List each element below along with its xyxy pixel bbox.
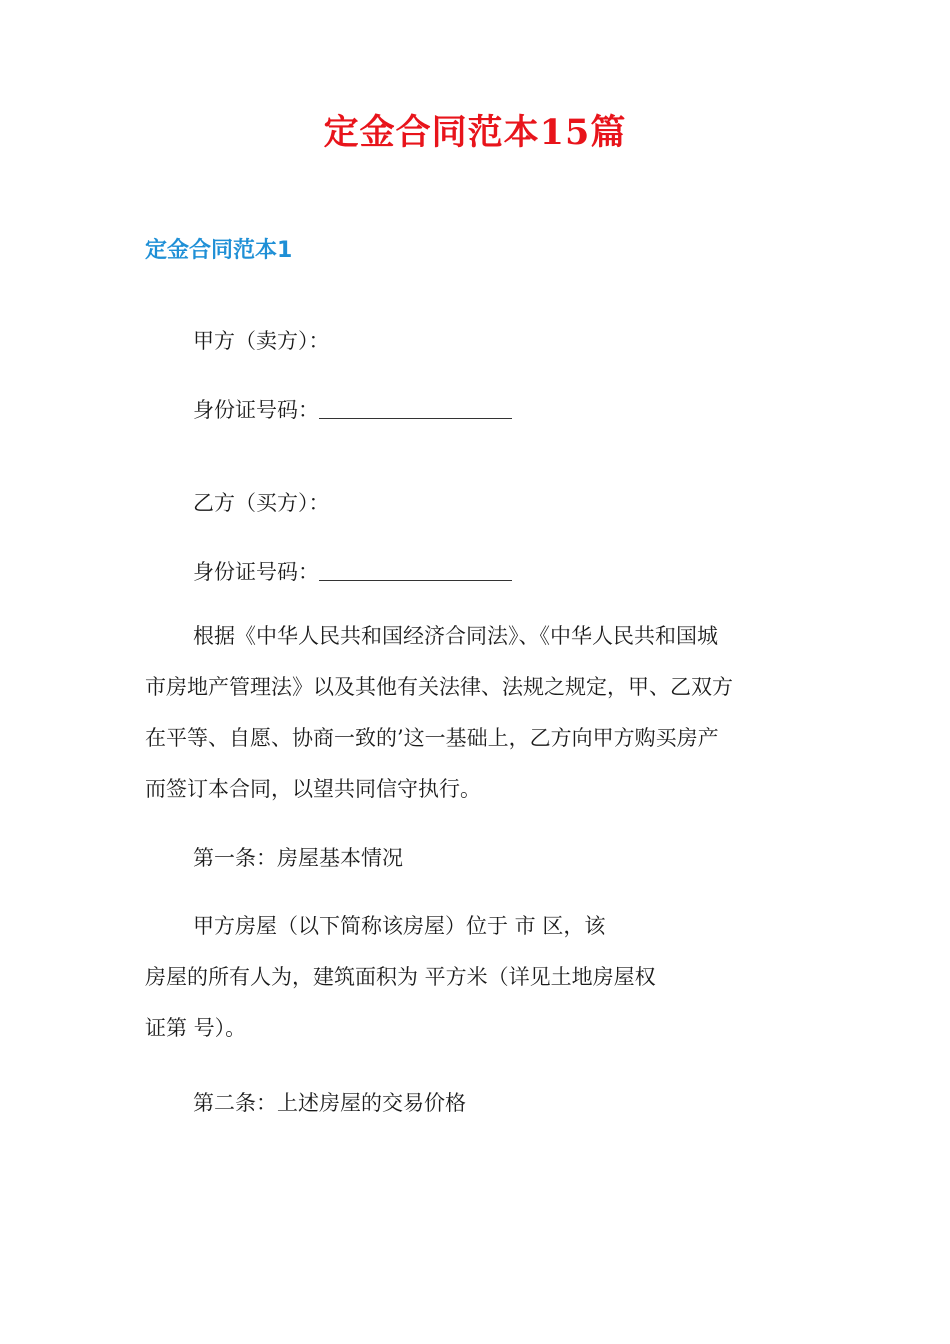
party-a-id-blank [319, 396, 512, 419]
preamble-line: 而签订本合同，以望共同信守执行。 [145, 777, 481, 801]
article-1-line: 甲方房屋（以下简称该房屋）位于 市 区，该 [193, 914, 606, 938]
party-a-label: 甲方（卖方）： [193, 329, 330, 353]
party-a-id-label: 身份证号码： [193, 398, 319, 422]
article-1-title: 第一条：房屋基本情况 [193, 846, 403, 870]
preamble-line: 在平等、自愿、协商一致的’这一基础上，乙方向甲方购买房产 [145, 726, 719, 750]
article-2-title: 第二条：上述房屋的交易价格 [193, 1091, 466, 1115]
party-b-id-row [193, 557, 512, 587]
party-a-id-row [193, 395, 512, 425]
document-title: 定金合同范本15篇 [323, 112, 627, 153]
preamble-line: 市房地产管理法》以及其他有关法律、法规之规定，甲、乙双方 [145, 675, 733, 699]
section-heading: 定金合同范本1 [145, 238, 293, 263]
party-b-id-blank [319, 558, 512, 581]
party-b-label: 乙方（买方）： [193, 491, 330, 515]
article-1-line: 房屋的所有人为，建筑面积为 平方米（详见土地房屋权 [145, 965, 656, 989]
article-1-line: 证第 号）。 [145, 1016, 247, 1040]
preamble-line: 根据《中华人民共和国经济合同法》、《中华人民共和国城 [193, 624, 718, 648]
party-b-id-label: 身份证号码： [193, 560, 319, 584]
